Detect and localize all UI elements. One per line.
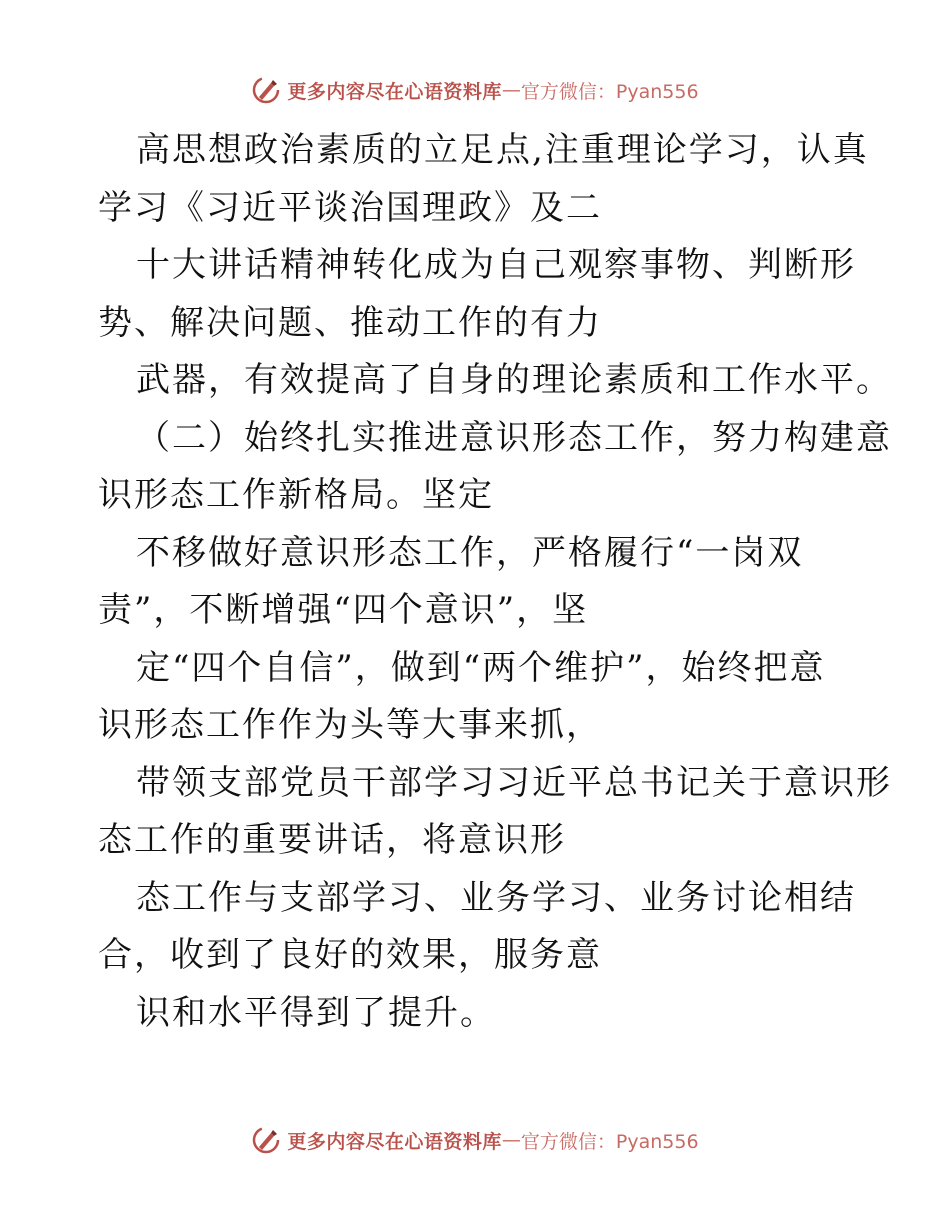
body-line: 不移做好意识形态工作，严格履行“一岗双: [136, 532, 804, 573]
pen-swirl-logo-icon: [251, 1125, 281, 1155]
pen-swirl-logo-icon: [251, 75, 281, 105]
footer-wechat: 官方微信：Pyan556: [520, 1130, 699, 1153]
body-line: 带领支部党员干部学习习近平总书记关于意识形: [136, 762, 892, 803]
footer-title: 更多内容尽在心语资料库: [287, 1130, 502, 1153]
body-line: 高思想政治素质的立足点,注重理论学习，认真: [136, 130, 869, 170]
section-heading: （二）始终扎实推进意识形态工作，努力构建意: [136, 417, 892, 458]
document-body: [98, 122, 892, 1042]
banner-title: 更多内容尽在心语资料库: [287, 80, 502, 103]
body-line: 定“四个自信”，做到“两个维护”，始终把意: [136, 647, 826, 688]
body-line: 态工作的重要讲话，将意识形: [98, 820, 566, 860]
body-line: 责”，不断增强“四个意识”，坚: [98, 590, 589, 630]
banner-separator: —: [501, 79, 521, 101]
body-line: 武器，有效提高了自身的理论素质和工作水平。: [136, 360, 892, 400]
body-line: 学习《习近平谈治国理政》及二: [98, 187, 602, 228]
footer-banner: [0, 1120, 950, 1160]
body-line: 识和水平得到了提升。: [136, 992, 496, 1033]
body-line: 态工作与支部学习、业务学习、业务讨论相结: [136, 877, 856, 918]
body-line: 识形态工作新格局。坚定: [98, 475, 494, 515]
body-line: 识形态工作作为头等大事来抓，: [98, 705, 602, 745]
header-banner: [0, 70, 950, 110]
body-line: 势、解决问题、推动工作的有力: [98, 302, 602, 343]
body-line: 十大讲话精神转化成为自己观察事物、判断形: [136, 245, 856, 285]
body-line: 合，收到了良好的效果，服务意: [98, 935, 602, 975]
footer-separator: —: [501, 1129, 521, 1151]
banner-wechat: 官方微信：Pyan556: [520, 80, 699, 103]
